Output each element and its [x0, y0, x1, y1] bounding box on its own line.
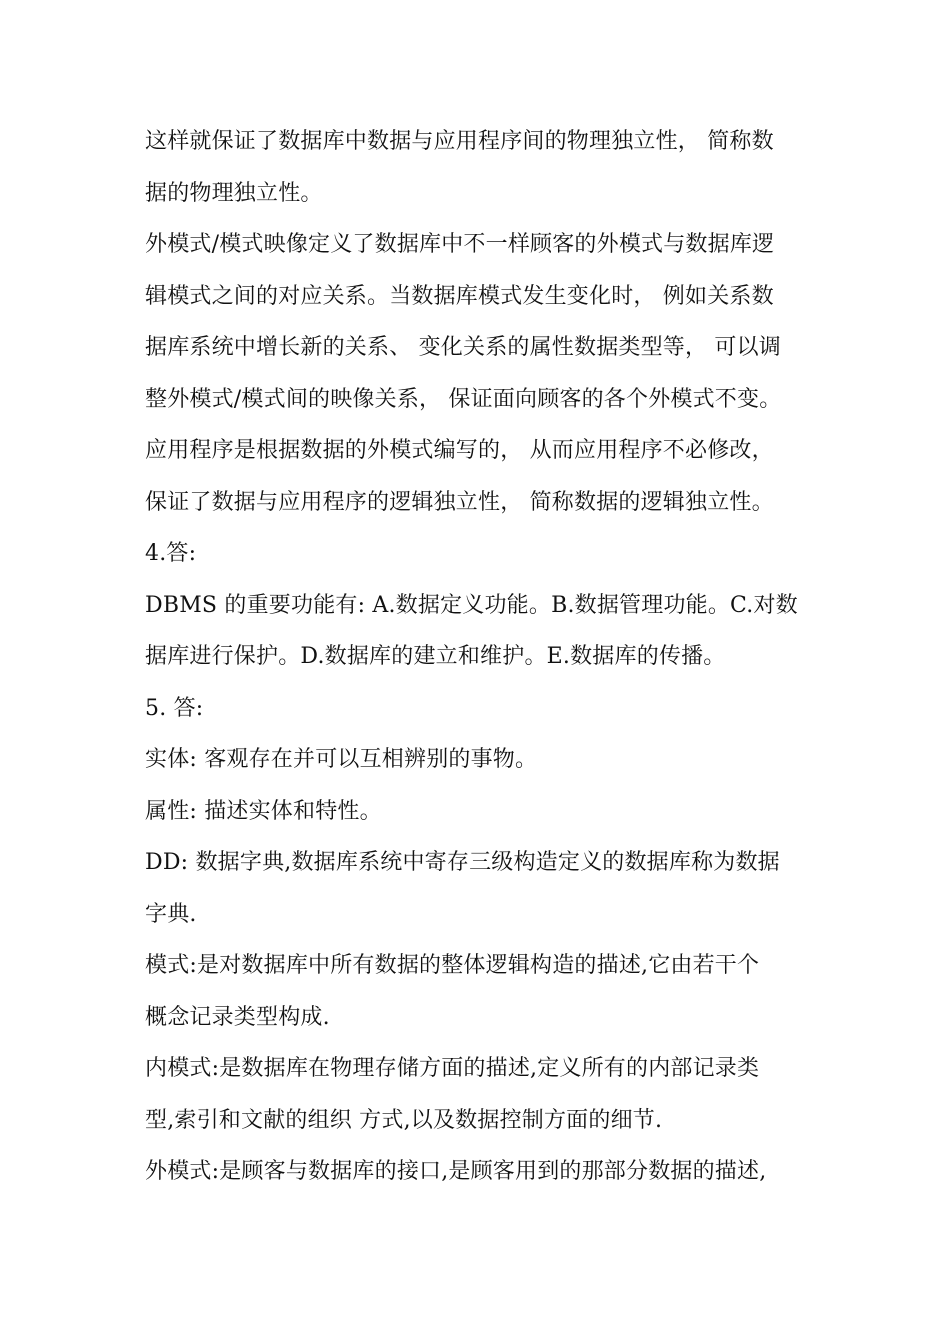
text-line: 辑模式之间的对应关系。当数据库模式发生变化时， 例如关系数 — [145, 283, 774, 309]
document-body — [145, 116, 813, 1198]
text-line: 整外模式/模式间的映像关系， 保证面向顾客的各个外模式不变。 — [145, 386, 782, 412]
definition-internal-schema — [145, 1043, 813, 1146]
text-line: 概念记录类型构成. — [145, 1004, 330, 1030]
text-line: 外模式/模式映像定义了数据库中不一样顾客的外模式与数据库逻 — [145, 232, 775, 257]
text-line: 这样就保证了数据库中数据与应用程序间的物理独立性， 简称数 — [145, 129, 774, 154]
paragraph-physical-independence — [145, 116, 813, 219]
definition-data-dictionary — [145, 837, 813, 940]
definition-entity — [145, 734, 813, 786]
text-line: 据的物理独立性。 — [145, 180, 323, 206]
paragraph-logical-independence — [145, 219, 813, 528]
text-line: 内模式:是数据库在物理存储方面的描述,定义所有的内部记录类 — [145, 1056, 760, 1081]
text-line: 据库进行保护。D.数据库的建立和维护。E.数据库的传播。 — [145, 644, 726, 669]
answer-heading-4 — [145, 528, 813, 580]
text-line: 属性: 描述实体和特性。 — [145, 798, 382, 824]
text-line: 保证了数据与应用程序的逻辑独立性， 简称数据的逻辑独立性。 — [145, 489, 774, 515]
paragraph-dbms-functions — [145, 580, 813, 683]
text-line: 据库系统中增长新的关系、 变化关系的属性数据类型等， 可以调 — [145, 335, 781, 360]
text-line: 字典. — [145, 901, 197, 927]
text-line: 4.答: — [145, 541, 197, 566]
text-line: DBMS 的重要功能有: A.数据定义功能。B.数据管理功能。C.对数 — [145, 592, 798, 618]
text-line: 模式:是对数据库中所有数据的整体逻辑构造的描述,它由若干个 — [145, 953, 760, 978]
text-line: DD: 数据字典,数据库系统中寄存三级构造定义的数据库称为数据 — [145, 850, 780, 875]
definition-attribute — [145, 786, 813, 838]
text-line: 实体: 客观存在并可以互相辨别的事物。 — [145, 747, 538, 772]
text-line: 应用程序是根据数据的外模式编写的， 从而应用程序不必修改， — [145, 438, 774, 463]
answer-heading-5 — [145, 683, 813, 735]
text-line: 型,索引和文献的组织 方式,以及数据控制方面的细节. — [145, 1107, 663, 1133]
text-line: 5. 答: — [145, 695, 204, 721]
text-line: 外模式:是顾客与数据库的接口,是顾客用到的那部分数据的描述, — [145, 1159, 767, 1184]
definition-schema — [145, 940, 813, 1043]
definition-external-schema — [145, 1146, 813, 1198]
